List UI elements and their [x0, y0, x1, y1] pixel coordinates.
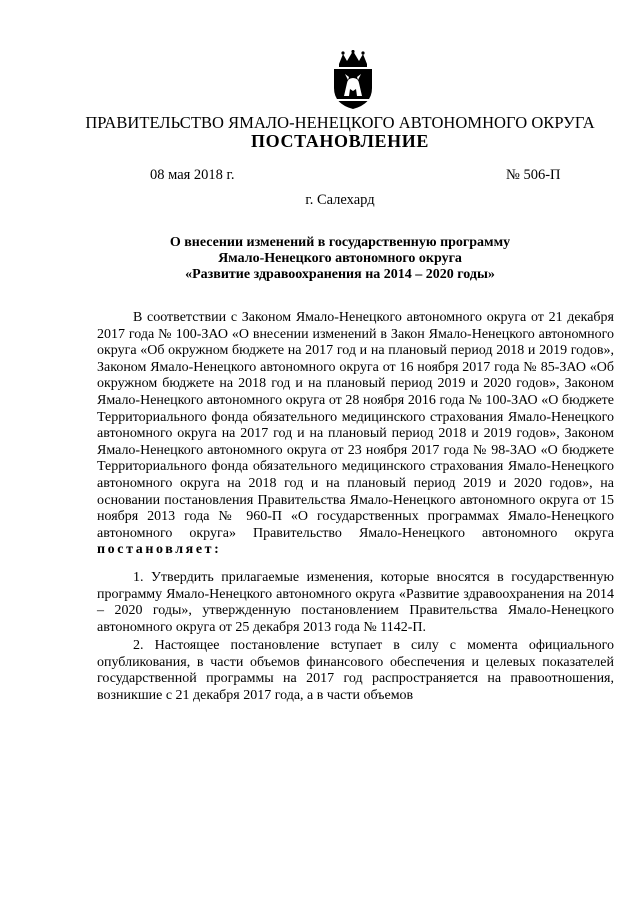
preamble-paragraph [97, 310, 614, 559]
subject-line: О внесении изменений в государственную программу [169, 235, 511, 250]
preamble-text: В соответствии с Законом Ямало-Ненецкого автономного округа от 21 декабря 2017 года № 100-ЗАО «О внесении изменений в Закон Ямало-Ненецкого автономного округа «Об окружном бюджете на 2017 год и на плановый период 2018 и 2019 годов», Законом Ямало-Ненецкого автономного округа от 16 ноября 2017 года № 85-ЗАО «Об окружном бюджете на 2018 год и на плановый период 2019 и 2020 годов», Законом Ямало-Ненецкого автономного округа от 28 ноября 2016 года № 100-ЗАО «О бюджете Территориального фонда обязательного медицинского страхования Ямало-Ненецкого автономного округа на 2017 год и на плановый период 2018 и 2019 годов», Законом Ямало-Ненецкого автономного округа от 23 ноября 2017 года № 98-ЗАО «О бюджете Территориального фонда обязательного медицинского страхования Ямало-Ненецкого автономного округа на 2018 год и на плановый период 2019 и 2020 годов», на основании постановления Правительства Ямало-Ненецкого автономного округа от 15 ноября 2013 года № 960-П «О государственных программах Ямало-Ненецкого автономного округа» Правительство Ямало-Ненецкого автономного округа [97, 310, 614, 541]
subject-line: Ямало-Ненецкого автономного округа [218, 251, 462, 266]
item-1-paragraph [97, 570, 614, 636]
coat-of-arms-icon [330, 50, 376, 110]
document-date: 08 мая 2018 г. [150, 167, 235, 183]
item-2-text: 2. Настоящее постановление вступает в силу с момента официального опубликования, в части объемов финансового обеспечения и целевых показателей государственной программы на 2017 год распространяется на правоотношения, возникшие с 21 декабря 2017 года, а в части объемов [97, 638, 614, 703]
item-1-text: 1. Утвердить прилагаемые изменения, которые вносятся в государственную программу Ямало-Ненецкого автономного округа «Развитие здравоохранения на 2014 – 2020 годы», утвержденную постановлением Правительства Ямало-Ненецкого автономного округа от 25 декабря 2013 года № 1142-П. [97, 570, 614, 635]
government-title: ПРАВИТЕЛЬСТВО ЯМАЛО-НЕНЕЦКОГО АВТОНОМНОГО ОКРУГА [85, 113, 595, 132]
document-city: г. Салехард [305, 192, 375, 208]
subject-line: «Развитие здравоохранения на 2014 – 2020 годы» [185, 267, 495, 282]
item-2-paragraph [97, 638, 614, 704]
document-number: № 506-П [506, 167, 561, 183]
resolves-word: постановляет: [97, 542, 222, 558]
document-subject [40, 235, 640, 283]
document-type: ПОСТАНОВЛЕНИЕ [251, 131, 429, 151]
